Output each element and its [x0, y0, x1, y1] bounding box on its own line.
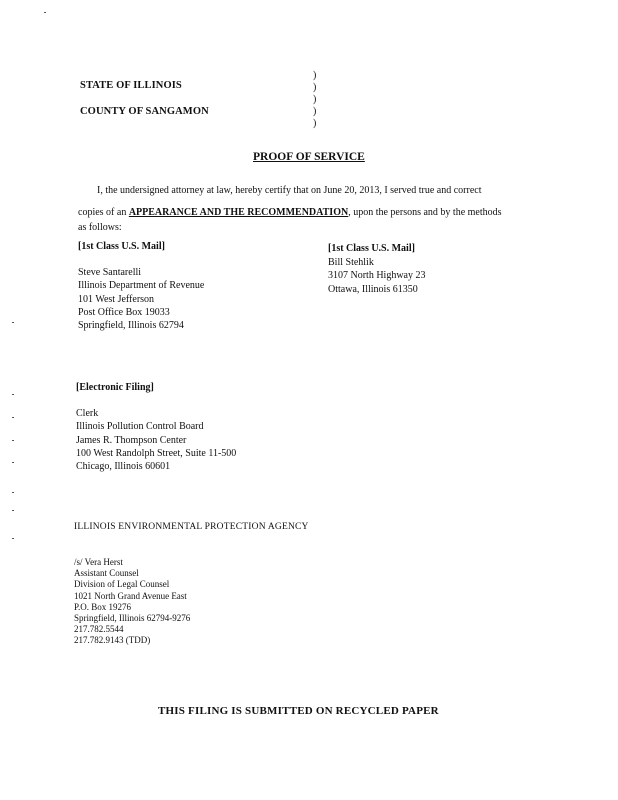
caption-county: COUNTY OF SANGAMON	[80, 106, 209, 117]
scan-speck	[12, 462, 14, 463]
certification-line-2	[78, 206, 502, 220]
recycled-paper-footer: THIS FILING IS SUBMITTED ON RECYCLED PAPER	[158, 705, 439, 717]
certification-line-1: I, the undersigned attorney at law, hereby certify that on June 20, 2013, I served true and correct	[97, 185, 482, 196]
certification-line-3: as follows:	[78, 222, 122, 233]
service-method-label-right: [1st Class U.S. Mail]	[328, 243, 415, 254]
service-method-label-electronic: [Electronic Filing]	[76, 382, 154, 393]
service-method-label-left: [1st Class U.S. Mail]	[78, 241, 165, 252]
service-address-right: Bill Stehlik 3107 North Highway 23 Ottawa, Illinois 61350	[328, 257, 426, 295]
certification-prefix: copies of an	[78, 207, 129, 218]
caption-parentheses: ) ) ) ) )	[313, 70, 317, 129]
scan-speck	[12, 417, 14, 418]
service-address-left: Steve Santarelli Illinois Department of Revenue 101 West Jefferson Post Office Box 19033 Springfield, Illinois 62794	[78, 267, 205, 332]
service-address-electronic: Clerk Illinois Pollution Control Board James R. Thompson Center 100 West Randolph Street, Suite 11-500 Chicago, Illinois 60601	[76, 408, 237, 473]
document-title: PROOF OF SERVICE	[253, 151, 365, 163]
scan-speck	[44, 12, 46, 13]
scan-speck	[12, 322, 14, 323]
scan-speck	[12, 538, 14, 539]
scan-speck	[12, 510, 14, 511]
caption-state: STATE OF ILLINOIS	[80, 80, 182, 91]
certification-suffix: , upon the persons and by the methods	[348, 207, 502, 218]
served-documents: APPEARANCE AND THE RECOMMENDATION	[128, 207, 349, 218]
scan-speck	[12, 394, 14, 395]
signature-block: /s/ Vera Herst Assistant Counsel Division of Legal Counsel 1021 North Grand Avenue East P.O. Box 19276 Springfield, Illinois 62794-9276 217.782.5544 217.782.9143 (TDD)	[74, 557, 191, 646]
scan-speck	[12, 440, 14, 441]
agency-name: ILLINOIS ENVIRONMENTAL PROTECTION AGENCY	[74, 522, 309, 532]
scan-speck	[12, 492, 14, 493]
